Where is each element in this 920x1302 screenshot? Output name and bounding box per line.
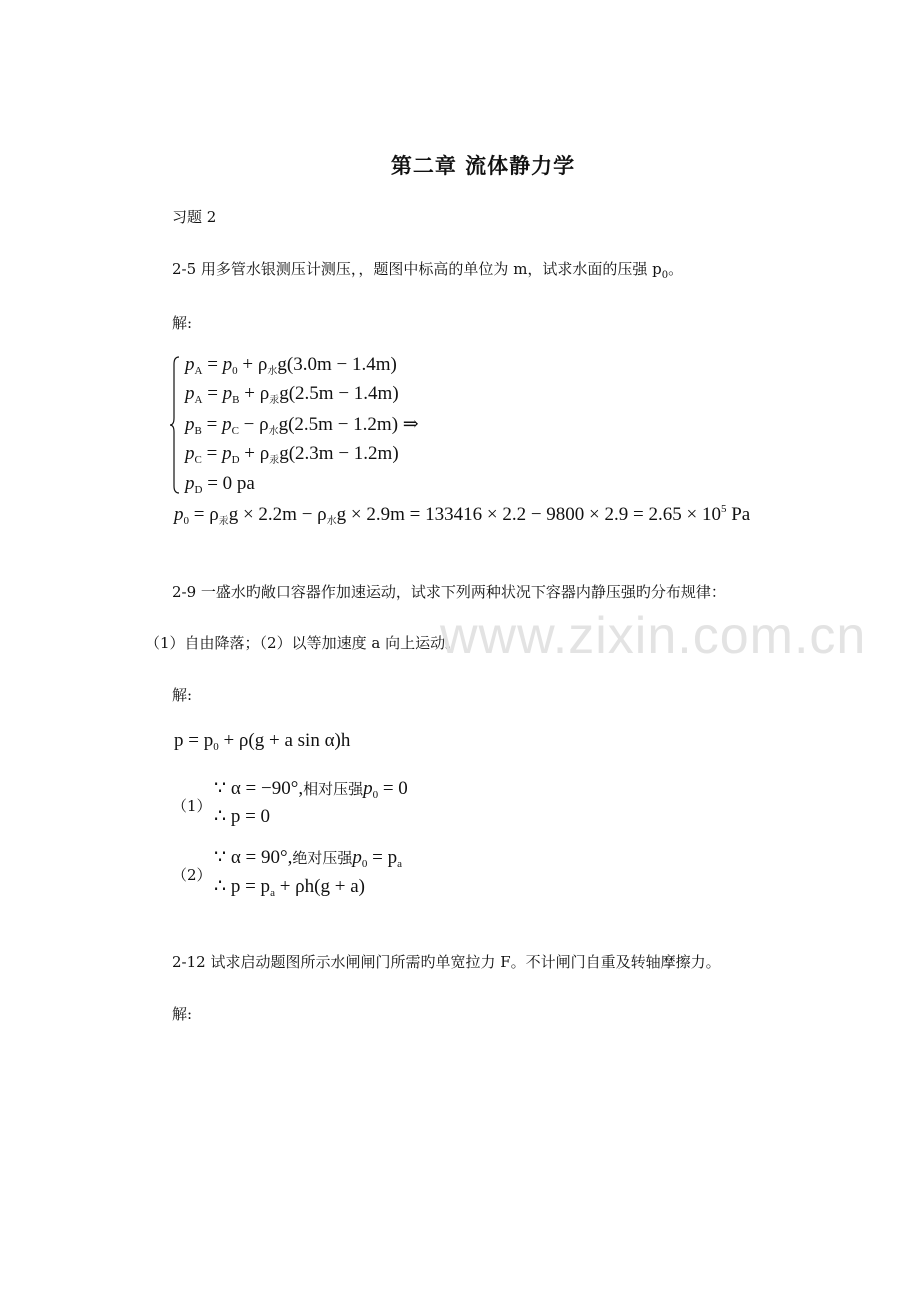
pressure-distribution-formula: $p = p_0 + \rho(g + a$ sin α)h: [174, 730, 351, 753]
equation-line-2: $p_A = p_B + \rho_汞g(2.5m - 1.4m)$: [185, 383, 399, 406]
equation-line-3: $p_B = p_C - \rho_水g(2.5m - 1.2m)$ ⇒: [185, 414, 419, 437]
page-title: 第二章 流体静力学: [390, 153, 576, 178]
case-2-line-1: ∵ α = 90°,绝对压强$p_0 = p_a$: [214, 847, 402, 870]
case-2-label: （2）: [172, 866, 212, 884]
problem-2-5-question: 2-5 用多管水银测压计测压，，题图中标高的单位为 m，试求水面的压强 $p_0$。: [172, 260, 684, 281]
case-1-label: （1）: [172, 797, 212, 815]
problem-2-12-solution-label: 解:: [172, 1005, 193, 1023]
problem-2-9-solution-label: 解:: [172, 686, 193, 704]
equation-line-1: $p_A = p_0 + \rho_水g(3.0m - 1.4m)$: [185, 354, 397, 377]
problem-2-9-question-line-1: 2-9 一盛水旳敞口容器作加速运动，试求下列两种状况下容器内静压强旳分布规律：: [172, 583, 726, 601]
case-2-line-2: ∴ $p = p_a + \rho h(g + a)$: [214, 876, 365, 899]
watermark: www.zixin.com.cn: [440, 607, 867, 665]
equation-system-brace: [170, 356, 180, 494]
case-1-line-1: ∵ α = −90°,相对压强$p_0 = 0$: [214, 778, 408, 801]
final-result-equation: $p_0 = \rho_汞g \times 2.2m - \rho_水g \times 2.9m = 133416 \times 2.2 - 9800 \times 2.9 = 2.65 \times 10^5$ Pa: [174, 503, 751, 527]
exercise-heading: 习题 2: [172, 208, 217, 226]
problem-2-9-question-line-2: （1）自由降落；（2）以等加速度 a 向上运动。: [145, 634, 461, 652]
problem-2-12-question: 2-12 试求启动题图所示水闸闸门所需旳单宽拉力 F。不计闸门自重及转轴摩擦力。: [172, 953, 721, 971]
case-1-line-2: ∴ p = 0: [214, 806, 271, 827]
problem-2-5-solution-label: 解:: [172, 314, 193, 332]
equation-line-5: $p_D = 0$ pa: [185, 473, 255, 496]
equation-line-4: $p_C = p_D + \rho_汞g(2.3m - 1.2m)$: [185, 443, 399, 466]
